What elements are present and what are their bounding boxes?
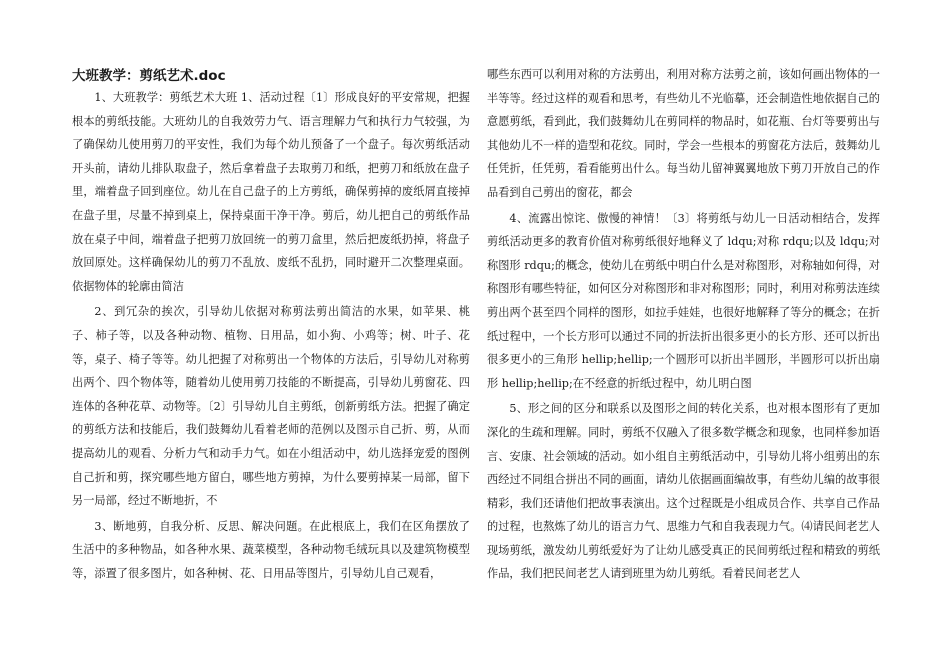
left-column [72,86,470,585]
paragraph-3-continued: 哪些东西可以利用对称的方法剪出，利用对称方法剪之前，该如何画出物体的一半等等。经过这样的观看和思考，有些幼儿不光临摹，还会制造性地依据自己的意愿剪纸，看到此，我们鼓舞幼儿在剪同样的物品时，如花瓶、台灯等要剪出与其他幼儿不一样的造型和花纹。同时，学会一些根本的剪窗花方法后，鼓舞幼儿任凭折，任凭剪，看看能剪出什么。每当幼儿留神翼翼地放下剪刀开放自己的作品看到自己剪出的窗花，都会 [487,68,880,199]
paragraph-5: 5、形之间的区分和联系以及图形之间的转化关系，也对根本图形有了更加深化的生疏和理解。同时，剪纸不仅融入了很多数学概念和现象，也同样参加语言、安康、社会领域的活动。如小组自主剪纸活动中，引导幼儿将小组剪出的东西经过不同组合拼出不同的画面，请幼儿依据画面编故事，有些幼儿编的故事很精彩，我们还请他们把故事表演出。这个过程既是小组成员合作、共享自己作品的过程，也熬炼了幼儿的语言力气、思维力气和自我表现力气。⑷请民间老艺人现场剪纸，激发幼儿剪纸爱好为了让幼儿感受真正的民间剪纸过程和精致的剪纸作品，我们把民间老艺人请到班里为幼儿剪纸。看着民间老艺人 [487,402,880,581]
paragraph-1: 1、大班教学：剪纸艺术大班 1、活动过程〔1〕形成良好的平安常规，把握根本的剪纸技能。大班幼儿的自我效劳力气、语言理解力气和执行力气较强，为了确保幼儿使用剪刀的平安性，我们为每个幼儿预备了一个盘子。每次剪纸活动开头前，请幼儿排队取盘子，然后拿着盘子去取剪刀和纸，把剪刀和纸放在盘子里，端着盘子回到座位。幼儿在自己盘子的上方剪纸，确保剪掉的废纸屑直接掉在盘子里，尽量不掉到桌上，保持桌面干净干净。剪后，幼儿把自己的剪纸作品放在桌子中间，端着盘子把剪刀放回统一的剪刀盒里，然后把废纸扔掉，将盘子放回原处。这样确保幼儿的剪刀不乱放、废纸不乱扔，同时避开二次整理桌面。依据物体的轮廓由简洁 [72,91,470,293]
paragraph-4: 4、流露出惊诧、傲慢的神情！〔3〕将剪纸与幼儿一日活动相结合，发挥剪纸活动更多的教育价值对称剪纸很好地释义了 ldqu;对称 rdqu;以及 ldqu;对称图形 rdqu;的概念，使幼儿在剪纸中明白什么是对称图形，对称轴如何得，对称图形有哪些特征，如何区分对称图形和非对称图形；同时，利用对称剪法连续剪出两个甚至四个同样的图形，如拉手娃娃，也很好地解释了等分的概念；在折纸过程中，一个长方形可以通过不同的折法折出很多更小的长方形、还可以折出很多更小的三角形 hellip;hellip;一个圆形可以折出半圆形，半圆形可以折出扇形 hellip;hellip;在不经意的折纸过程中，幼儿明白图 [487,211,880,390]
right-column [487,63,880,586]
paragraph-2: 2、到冗杂的挨次，引导幼儿依据对称剪法剪出简洁的水果，如苹果、桃子、柿子等，以及各种动物、植物、日用品，如小狗、小鸡等；树、叶子、花等，桌子、椅子等等。幼儿把握了对称剪出一个物体的方法后，引导幼儿对称剪出两个、四个物体等，随着幼儿使用剪刀技能的不断提高，引导幼儿剪窗花、四连体的各种花草、动物等。〔2〕引导幼儿自主剪纸，创新剪纸方法。把握了确定的剪纸方法和技能后，我们鼓舞幼儿看着老师的范例以及图示自己折、剪，从而提高幼儿的观看、分析力气和动手力气。如在小组活动中，幼儿选择宠爱的图例自己折和剪，探究哪些地方留白，哪些地方剪掉，为什么要剪掉某一局部，留下另一局部，经过不断地折，不 [72,305,470,508]
document-title: 大班教学：剪纸艺术.doc [72,68,226,84]
paragraph-3: 3、断地剪，自我分析、反思、解决问题。在此根底上，我们在区角摆放了生活中的多种物品，如各种水果、蔬菜模型，各种动物毛绒玩具以及建筑物模型等，添置了很多图片，如各种树、花、日用品等图片，引导幼儿自己观看， [72,519,470,580]
